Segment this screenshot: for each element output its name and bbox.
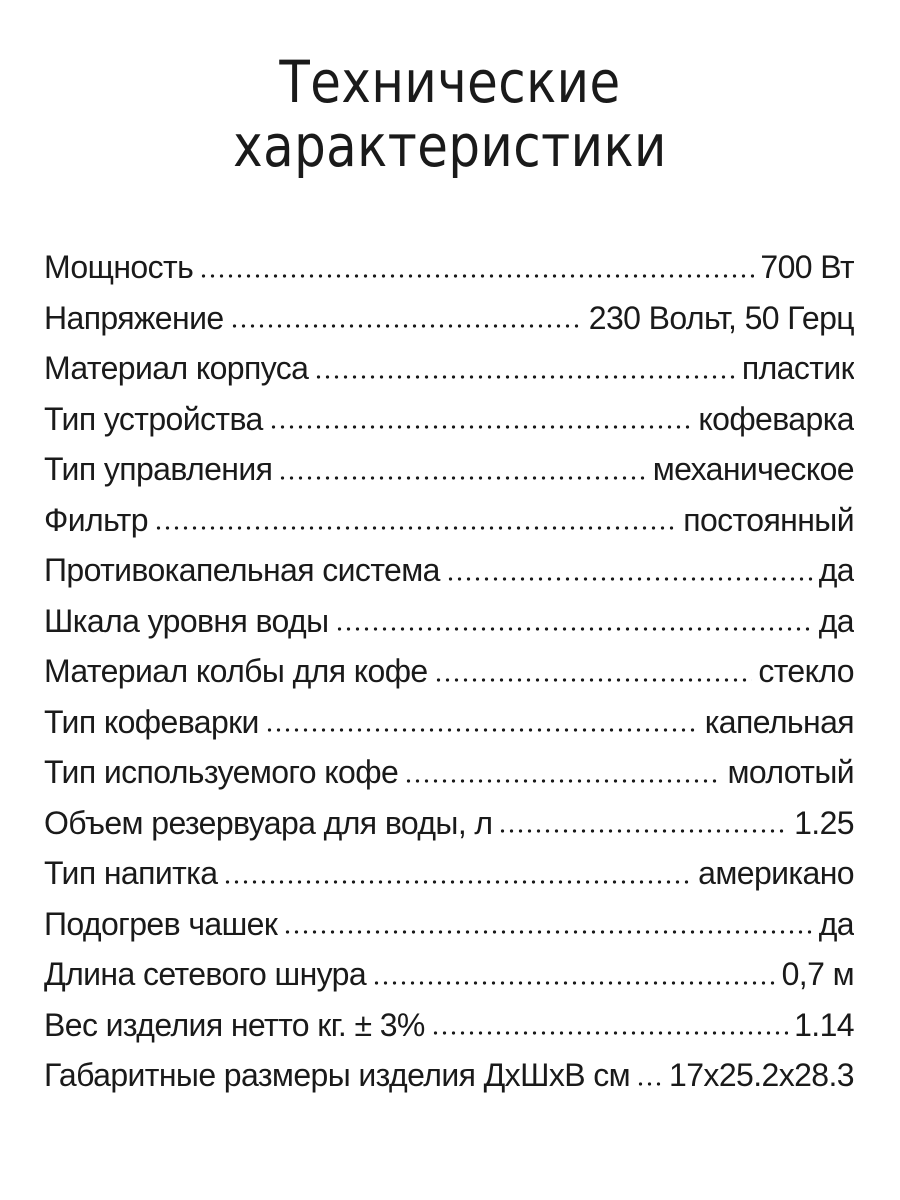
spec-value: постоянный [683,501,854,538]
spec-value: стекло [758,653,854,689]
dot-leader [283,930,812,934]
dot-leader [265,728,699,732]
spec-label: Длина сетевого шнура [44,956,367,992]
dot-leader [154,526,677,530]
title-line-1: Технические [279,48,621,116]
spec-value: да [818,552,854,588]
spec-value: капельная [704,703,854,740]
spec-row-cord-length [44,949,854,1000]
spec-label: Шкала уровня воды [44,602,329,639]
spec-value: 1.14 [794,1006,854,1043]
dot-leader [335,627,813,631]
dot-leader [278,476,646,480]
spec-value: 700 Вт [760,249,854,285]
spec-row-device-type [44,394,854,445]
spec-row-filter [44,495,854,546]
spec-label: Напряжение [44,299,224,336]
dot-leader [636,1082,663,1086]
spec-label: Вес изделия нетто кг. ± 3% [44,1006,425,1043]
spec-row-voltage [44,293,854,344]
dot-leader [230,324,583,328]
dot-leader [199,274,754,278]
dot-leader [372,981,776,985]
spec-row-coffeemaker-type [44,697,854,748]
spec-value: да [818,602,854,639]
spec-value: механическое [652,451,854,487]
spec-row-cup-warming [44,899,854,950]
dot-leader [314,375,736,379]
spec-row-control-type [44,444,854,495]
spec-row-body-material [44,343,854,394]
spec-value: 0,7 м [781,956,854,992]
spec-row-water-scale [44,596,854,647]
spec-label: Мощность [44,249,194,285]
spec-value: 1.25 [794,804,854,841]
spec-value: молотый [727,754,854,790]
spec-value: пластик [741,350,854,386]
spec-label: Подогрев чашек [44,905,278,942]
dot-leader [269,425,693,429]
spec-label: Объем резервуара для воды, л [44,804,493,841]
spec-row-net-weight [44,1000,854,1051]
spec-label: Габаритные размеры изделия ДхШхВ см [44,1057,631,1093]
dot-leader [404,779,721,783]
spec-list [44,242,854,1101]
spec-label: Тип устройства [44,400,263,437]
spec-value: да [818,905,854,942]
spec-label: Тип напитка [44,855,218,891]
dot-leader [223,880,692,884]
spec-row-anti-drip [44,545,854,596]
spec-row-coffee-type [44,747,854,798]
spec-value: кофеварка [698,400,854,437]
spec-label: Тип используемого кофе [44,754,399,790]
title-line-2: характеристики [233,112,667,180]
spec-row-reservoir-volume [44,798,854,849]
spec-row-drink-type [44,848,854,899]
dot-leader [431,1031,788,1035]
spec-label: Тип управления [44,451,273,487]
spec-row-flask-material [44,646,854,697]
spec-value: 17х25.2х28.3 [669,1057,854,1093]
spec-row-power [44,242,854,293]
spec-value: американо [698,855,854,891]
spec-label: Противокапельная система [44,552,440,588]
spec-value: 230 Вольт, 50 Герц [588,299,854,336]
dot-leader [498,829,788,833]
spec-label: Тип кофеварки [44,703,259,740]
spec-label: Материал колбы для кофе [44,653,428,689]
spec-row-dimensions [44,1050,854,1101]
page-title [63,50,837,178]
spec-label: Материал корпуса [44,350,309,386]
spec-label: Фильтр [44,501,148,538]
dot-leader [434,678,753,682]
dot-leader [446,577,813,581]
